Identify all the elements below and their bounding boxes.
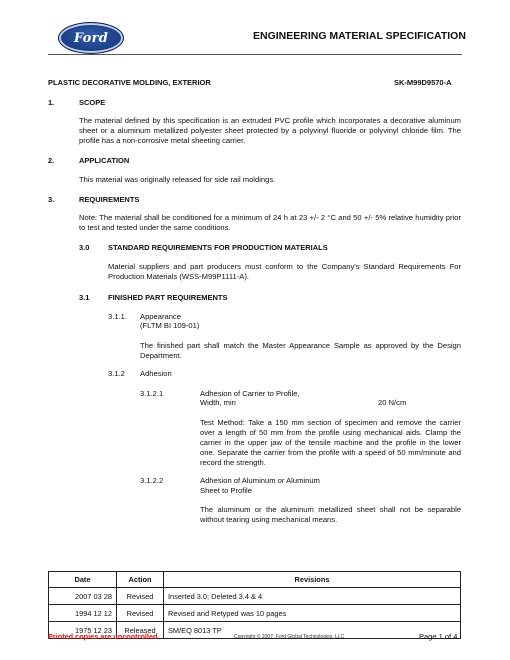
logo-text: Ford (73, 30, 109, 46)
section-3-1-2-1-title-line2: Width, min (200, 398, 236, 407)
uncontrolled-copy-warning: Printed copies are uncontrolled (48, 632, 158, 641)
revision-date: 2007 03 28 (49, 588, 117, 605)
section-2-body: This material was originally released for side rail moldings. (79, 175, 276, 184)
revision-text: Inserted 3.0; Deleted 3.4 & 4 (164, 588, 461, 605)
section-3-1-1-number: 3.1.1. (108, 312, 127, 321)
section-3-1-1-body: The finished part shall match the Master Appearance Sample as approved by the Design Department. (140, 341, 461, 360)
section-3-1-1-title: Appearance (140, 312, 181, 321)
section-3-number: 3. (48, 195, 55, 204)
section-3-0-body: Material suppliers and part producers must conform to the Company's Standard Requirements For Production Materials (WSS-M99P1111-A). (108, 262, 461, 281)
section-2-title: APPLICATION (79, 156, 130, 165)
column-header-revisions: Revisions (164, 572, 461, 588)
section-3-1-number: 3.1 (79, 293, 90, 302)
section-3-1-2-1-body: Test Method: Take a 150 mm section of specimen and remove the carrier over a length of 50 mm from the profile using mechanical aids. Clamp the carrier in the upper jaw of the tensile machine and the profile in the lower one. Separate the carrier from the profile with a speed of 50 mm/minute and record the strength. (200, 418, 461, 467)
section-3-1-2-2-body: The aluminum or the aluminum metallized sheet shall not be separable without tearing using mechanical means. (200, 505, 461, 524)
section-2-number: 2. (48, 156, 55, 165)
copyright-notice: Copyright © 2007, Ford Global Technologies, LLC (234, 634, 345, 640)
section-3-1-2-2-title-line2: Sheet to Profile (200, 486, 252, 495)
section-1-title: SCOPE (79, 98, 106, 107)
section-3-note: Note: The material shall be conditioned for a minimum of 24 h at 23 +/- 2 °C and 50 +/- 5% relative humidity prior to test and tested under the same conditions. (79, 213, 461, 232)
section-3-1-title: FINISHED PART REQUIREMENTS (108, 293, 228, 302)
section-3-1-2-1-title-line1: Adhesion of Carrier to Profile, (200, 389, 300, 398)
table-row (49, 588, 461, 605)
section-3-1-2-2-number: 3.1.2.2 (140, 476, 164, 485)
section-1-body: The material defined by this specification is an extruded PVC profile which incorporates a decorative aluminum sheet or a aluminum metallized polyester sheet protected by a polyvinyl fluoride or polyvinyl chloride film. The profile has a non-corrosive metal sheeting carrier. (79, 116, 461, 145)
revision-action: Revised (117, 588, 164, 605)
revision-action: Revised (117, 605, 164, 622)
section-3-1-1-reference: (FLTM BI 109-01) (140, 321, 200, 330)
section-3-1-2-number: 3.1.2 (108, 369, 125, 378)
section-3-1-2-1-value: 20 N/cm (378, 398, 407, 407)
revisions-header-row (49, 572, 461, 588)
section-3-title: REQUIREMENTS (79, 195, 140, 204)
revision-date: 1994 12 12 (49, 605, 117, 622)
header-rule (48, 54, 462, 55)
section-3-0-title: STANDARD REQUIREMENTS FOR PRODUCTION MATERIALS (108, 243, 328, 252)
spec-number: SK-M99D9570-A (394, 78, 452, 87)
section-3-1-2-1-number: 3.1.2.1 (140, 389, 164, 398)
spec-name: PLASTIC DECORATIVE MOLDING, EXTERIOR (48, 78, 211, 87)
section-1-number: 1. (48, 98, 55, 107)
column-header-action: Action (117, 572, 164, 588)
revision-text: SM/EQ 8013 TP (164, 622, 461, 639)
revision-date: 1975 12 23 (49, 622, 117, 639)
document-title: ENGINEERING MATERIAL SPECIFICATION (253, 30, 466, 42)
section-3-1-2-2-title-line1: Adhesion of Aluminum or Aluminum (200, 476, 320, 485)
section-3-1-2-title: Adhesion (140, 369, 172, 378)
page-number: Page 1 of 4 (419, 632, 458, 641)
section-3-0-number: 3.0 (79, 243, 90, 252)
ford-logo (58, 22, 124, 54)
column-header-date: Date (49, 572, 117, 588)
revisions-table (48, 571, 461, 639)
revision-action: Released (117, 622, 164, 639)
revision-text: Revised and Retyped was 10 pages (164, 605, 461, 622)
table-row (49, 605, 461, 622)
